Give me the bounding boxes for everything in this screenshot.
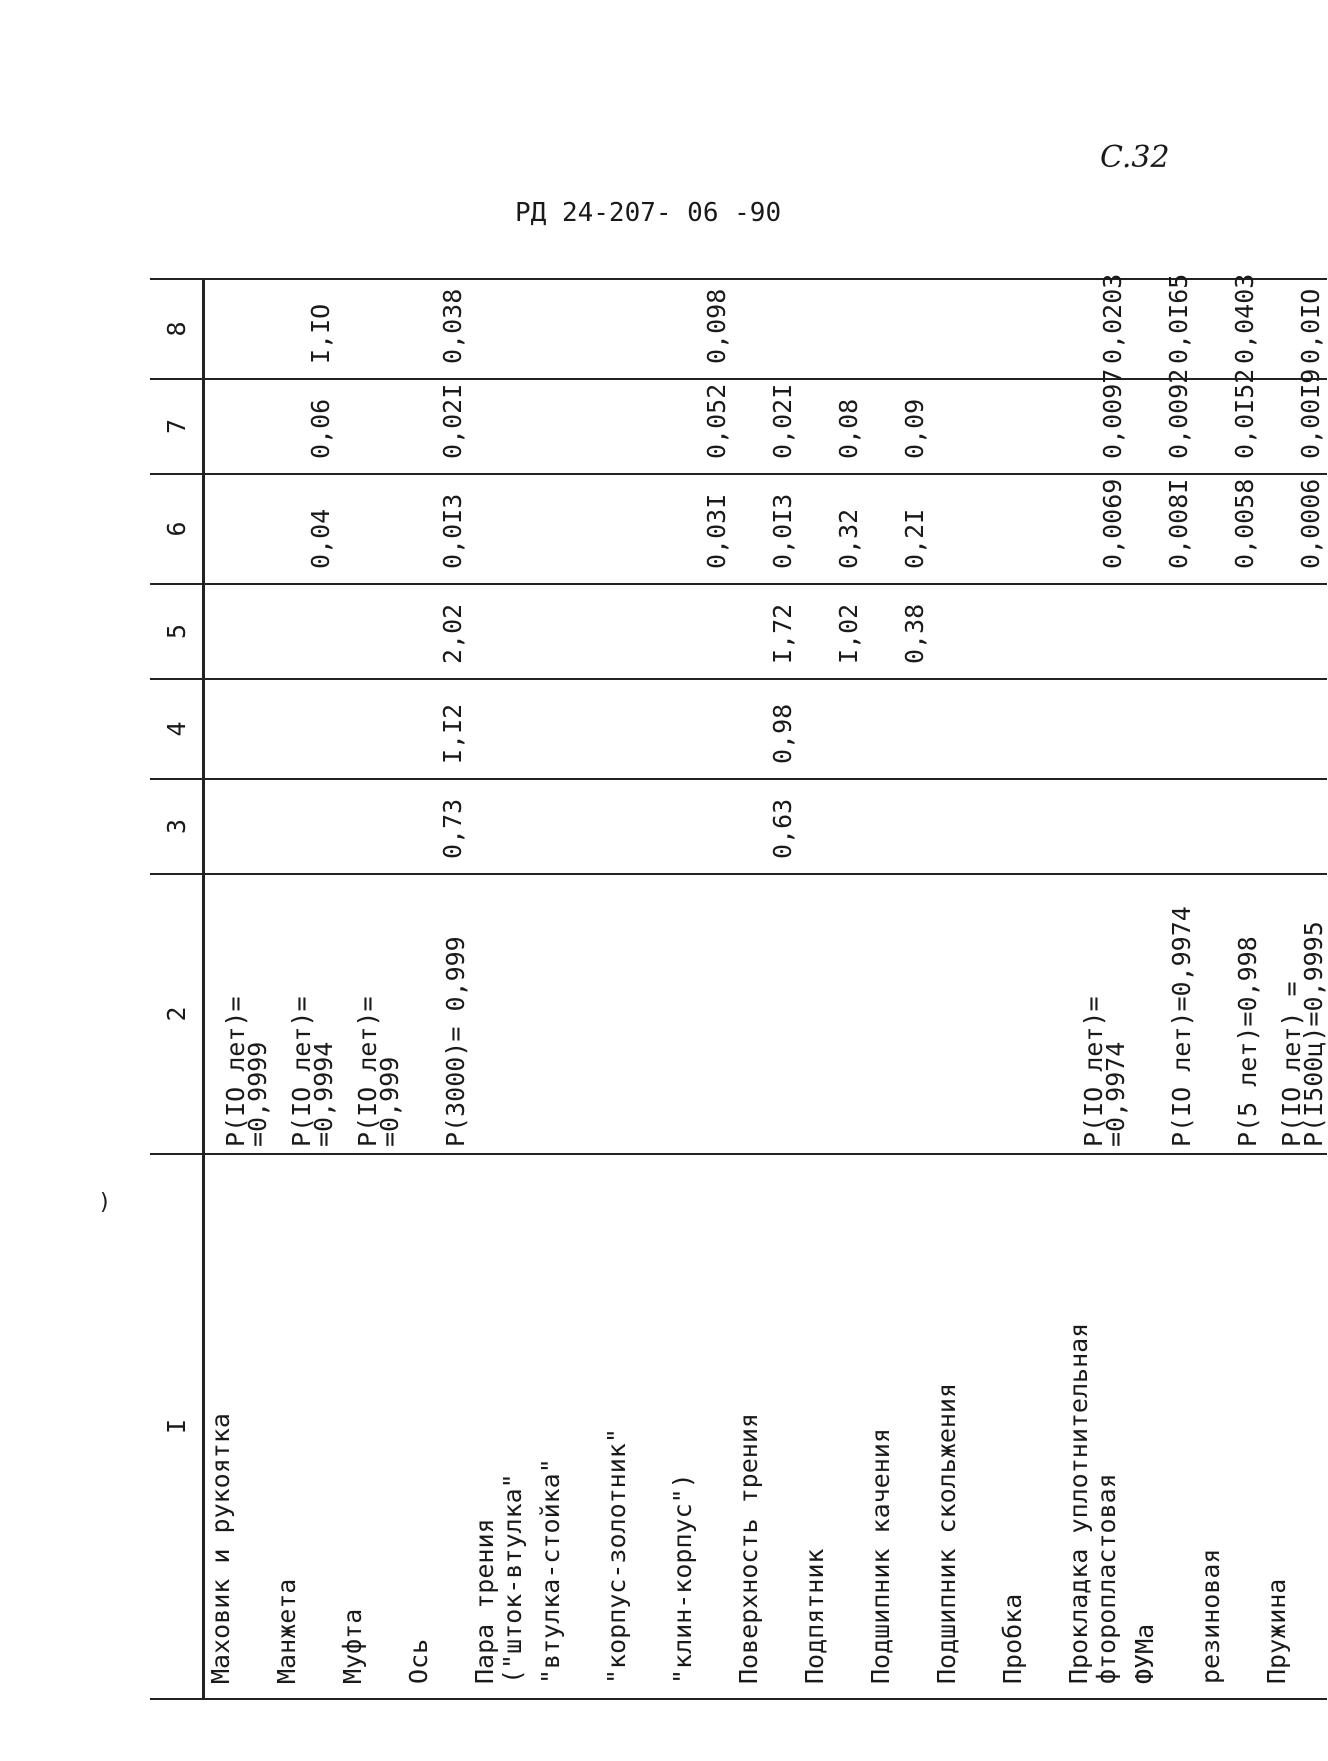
table-row bbox=[1261, 279, 1327, 1699]
table-row bbox=[403, 279, 469, 1699]
cell-col-3 bbox=[931, 779, 997, 874]
cell-col-4 bbox=[1261, 679, 1327, 779]
cell-col-4: I,I2 bbox=[403, 679, 469, 779]
cell-col-6: 0,03I bbox=[667, 474, 733, 584]
cell-col-1: Пара трения ("шток-втулка" bbox=[469, 1154, 535, 1699]
cell-col-5 bbox=[337, 584, 403, 679]
cell-col-4 bbox=[204, 679, 272, 779]
cell-col-7: 0,02I bbox=[733, 379, 799, 474]
cell-col-6: 0,2I bbox=[865, 474, 931, 584]
table-row bbox=[1129, 279, 1195, 1699]
col-header-6: 6 bbox=[150, 474, 204, 584]
cell-col-4 bbox=[997, 679, 1063, 779]
cell-col-1: "корпус-золотник" bbox=[601, 1154, 667, 1699]
cell-col-4 bbox=[601, 679, 667, 779]
cell-col-1: ФУМа bbox=[1129, 1154, 1195, 1699]
cell-col-2 bbox=[997, 874, 1063, 1154]
cell-col-4 bbox=[931, 679, 997, 779]
cell-col-7 bbox=[337, 379, 403, 474]
cell-col-1: Подшипник качения bbox=[865, 1154, 931, 1699]
cell-col-4 bbox=[1063, 679, 1129, 779]
col-header-5: 5 bbox=[150, 584, 204, 679]
col-header-1: I bbox=[150, 1154, 204, 1699]
table-row bbox=[204, 279, 272, 1699]
cell-col-4 bbox=[667, 679, 733, 779]
cell-col-8: 0,0I65 bbox=[1129, 279, 1195, 379]
cell-col-2: P(5 лет)=0,998 bbox=[1195, 874, 1261, 1154]
table-row bbox=[1195, 279, 1261, 1699]
cell-col-2: P(IO лет)=0,9974 bbox=[1129, 874, 1195, 1154]
table-rotation-wrapper bbox=[150, 273, 1328, 1700]
cell-col-1: Маховик и рукоятка bbox=[204, 1154, 272, 1699]
cell-col-3 bbox=[601, 779, 667, 874]
cell-col-3 bbox=[204, 779, 272, 874]
cell-col-7: 0,0092 bbox=[1129, 379, 1195, 474]
cell-col-6: 0,008I bbox=[1129, 474, 1195, 584]
cell-col-8 bbox=[204, 279, 272, 379]
table-body bbox=[204, 273, 1328, 1699]
cell-col-5 bbox=[1129, 584, 1195, 679]
table-row bbox=[469, 279, 535, 1699]
reliability-table bbox=[150, 273, 1328, 1700]
table-row bbox=[865, 279, 931, 1699]
cell-col-4 bbox=[337, 679, 403, 779]
cell-col-7: 0,052 bbox=[667, 379, 733, 474]
cell-col-2: P(IO лет)= =0,9999 bbox=[204, 874, 272, 1154]
cell-col-3 bbox=[667, 779, 733, 874]
cell-col-7: 0,00I9 bbox=[1261, 379, 1327, 474]
cell-col-3 bbox=[997, 779, 1063, 874]
cell-col-6 bbox=[535, 474, 601, 584]
cell-col-2: P(IO лет) = P(I500ц)=0,9995 bbox=[1261, 874, 1327, 1154]
cell-col-6 bbox=[204, 474, 272, 584]
cell-col-7 bbox=[931, 379, 997, 474]
cell-col-5 bbox=[1063, 584, 1129, 679]
cell-col-6 bbox=[931, 474, 997, 584]
cell-col-1: Манжета bbox=[271, 1154, 337, 1699]
cell-col-6: 0,0006 bbox=[1261, 474, 1327, 584]
cell-col-7: 0,0I52 bbox=[1195, 379, 1261, 474]
cell-col-3 bbox=[865, 779, 931, 874]
cell-col-3 bbox=[1261, 779, 1327, 874]
rotated-table-frame bbox=[150, 273, 1328, 1700]
cell-col-4 bbox=[469, 679, 535, 779]
cell-col-6 bbox=[997, 474, 1063, 584]
cell-col-2 bbox=[469, 874, 535, 1154]
cell-col-5: 0,38 bbox=[865, 584, 931, 679]
cell-col-8 bbox=[337, 279, 403, 379]
cell-col-5 bbox=[997, 584, 1063, 679]
cell-col-2: P(IO лет)= =0,9974 bbox=[1063, 874, 1129, 1154]
cell-col-1: Пробка bbox=[997, 1154, 1063, 1699]
cell-col-2 bbox=[733, 874, 799, 1154]
cell-col-5: I,72 bbox=[733, 584, 799, 679]
cell-col-5 bbox=[469, 584, 535, 679]
cell-col-1: резиновая bbox=[1195, 1154, 1261, 1699]
cell-col-2 bbox=[799, 874, 865, 1154]
cell-col-3: 0,73 bbox=[403, 779, 469, 874]
cell-col-3 bbox=[469, 779, 535, 874]
document-code: РД 24-207- 06 -90 bbox=[515, 198, 782, 228]
table-row bbox=[667, 279, 733, 1699]
cell-col-7 bbox=[601, 379, 667, 474]
cell-col-6: 0,0069 bbox=[1063, 474, 1129, 584]
cell-col-8 bbox=[535, 279, 601, 379]
cell-col-3 bbox=[271, 779, 337, 874]
cell-col-5 bbox=[1195, 584, 1261, 679]
cell-col-7: 0,08 bbox=[799, 379, 865, 474]
cell-col-8: 0,098 bbox=[667, 279, 733, 379]
cell-col-3 bbox=[535, 779, 601, 874]
table-row bbox=[1063, 279, 1129, 1699]
cell-col-7 bbox=[204, 379, 272, 474]
cell-col-3 bbox=[1195, 779, 1261, 874]
cell-col-8 bbox=[865, 279, 931, 379]
cell-col-1: "клин-корпус") bbox=[667, 1154, 733, 1699]
cell-col-8 bbox=[997, 279, 1063, 379]
cell-col-6: 0,0I3 bbox=[403, 474, 469, 584]
cell-col-7: 0,02I bbox=[403, 379, 469, 474]
cell-col-7 bbox=[469, 379, 535, 474]
cell-col-5 bbox=[204, 584, 272, 679]
cell-col-7 bbox=[997, 379, 1063, 474]
cell-col-4 bbox=[865, 679, 931, 779]
cell-col-3 bbox=[1063, 779, 1129, 874]
cell-col-8 bbox=[799, 279, 865, 379]
table-row bbox=[535, 279, 601, 1699]
cell-col-8: I,IO bbox=[271, 279, 337, 379]
table-row bbox=[931, 279, 997, 1699]
cell-col-3 bbox=[1129, 779, 1195, 874]
col-header-8: 8 bbox=[150, 279, 204, 379]
cell-col-8: 0,0203 bbox=[1063, 279, 1129, 379]
cell-col-8 bbox=[931, 279, 997, 379]
cell-col-5 bbox=[271, 584, 337, 679]
cell-col-4 bbox=[1129, 679, 1195, 779]
cell-col-2 bbox=[601, 874, 667, 1154]
cell-col-4: 0,98 bbox=[733, 679, 799, 779]
cell-col-5 bbox=[667, 584, 733, 679]
cell-col-1: Муфта bbox=[337, 1154, 403, 1699]
cell-col-1: Прокладка уплотнительная фторопластовая bbox=[1063, 1154, 1129, 1699]
cell-col-4 bbox=[535, 679, 601, 779]
cell-col-6: 0,0I3 bbox=[733, 474, 799, 584]
cell-col-8: 0,038 bbox=[403, 279, 469, 379]
cell-col-8 bbox=[733, 279, 799, 379]
cell-col-4 bbox=[799, 679, 865, 779]
margin-mark: ) bbox=[98, 1190, 112, 1215]
cell-col-4 bbox=[1195, 679, 1261, 779]
cell-col-2: P(IO лет)= =0,999 bbox=[337, 874, 403, 1154]
cell-col-8: 0,0403 bbox=[1195, 279, 1261, 379]
cell-col-3 bbox=[799, 779, 865, 874]
table-row bbox=[601, 279, 667, 1699]
cell-col-1: "втулка-стойка" bbox=[535, 1154, 601, 1699]
cell-col-7: 0,06 bbox=[271, 379, 337, 474]
cell-col-6: 0,32 bbox=[799, 474, 865, 584]
cell-col-1: Ось bbox=[403, 1154, 469, 1699]
cell-col-6 bbox=[601, 474, 667, 584]
cell-col-2: P(3000)= 0,999 bbox=[403, 874, 469, 1154]
cell-col-5 bbox=[931, 584, 997, 679]
cell-col-5 bbox=[601, 584, 667, 679]
cell-col-2 bbox=[931, 874, 997, 1154]
table-row bbox=[799, 279, 865, 1699]
col-header-3: 3 bbox=[150, 779, 204, 874]
cell-col-6: 0,0058 bbox=[1195, 474, 1261, 584]
cell-col-1: Пружина bbox=[1261, 1154, 1327, 1699]
col-header-4: 4 bbox=[150, 679, 204, 779]
cell-col-8: 0,0IO bbox=[1261, 279, 1327, 379]
table-row bbox=[997, 279, 1063, 1699]
cell-col-4 bbox=[271, 679, 337, 779]
cell-col-2 bbox=[667, 874, 733, 1154]
cell-col-2 bbox=[865, 874, 931, 1154]
cell-col-5 bbox=[535, 584, 601, 679]
cell-col-1: Подшипник скольжения bbox=[931, 1154, 997, 1699]
cell-col-5: I,02 bbox=[799, 584, 865, 679]
cell-col-5: 2,02 bbox=[403, 584, 469, 679]
table-row bbox=[733, 279, 799, 1699]
cell-col-2 bbox=[535, 874, 601, 1154]
cell-col-3: 0,63 bbox=[733, 779, 799, 874]
cell-col-3 bbox=[337, 779, 403, 874]
cell-col-7 bbox=[535, 379, 601, 474]
cell-col-1: Поверхность трения bbox=[733, 1154, 799, 1699]
table-row bbox=[271, 279, 337, 1699]
cell-col-6: 0,04 bbox=[271, 474, 337, 584]
cell-col-6 bbox=[469, 474, 535, 584]
page-number: C.32 bbox=[1100, 140, 1170, 175]
cell-col-5 bbox=[1261, 584, 1327, 679]
cell-col-7: 0,09 bbox=[865, 379, 931, 474]
cell-col-7: 0,0097 bbox=[1063, 379, 1129, 474]
table-row bbox=[337, 279, 403, 1699]
cell-col-6 bbox=[337, 474, 403, 584]
cell-col-8 bbox=[601, 279, 667, 379]
col-header-7: 7 bbox=[150, 379, 204, 474]
col-header-2: 2 bbox=[150, 874, 204, 1154]
table-header-row bbox=[150, 279, 204, 1699]
cell-col-8 bbox=[469, 279, 535, 379]
cell-col-1: Подпятник bbox=[799, 1154, 865, 1699]
cell-col-2: P(IO лет)= =0,9994 bbox=[271, 874, 337, 1154]
